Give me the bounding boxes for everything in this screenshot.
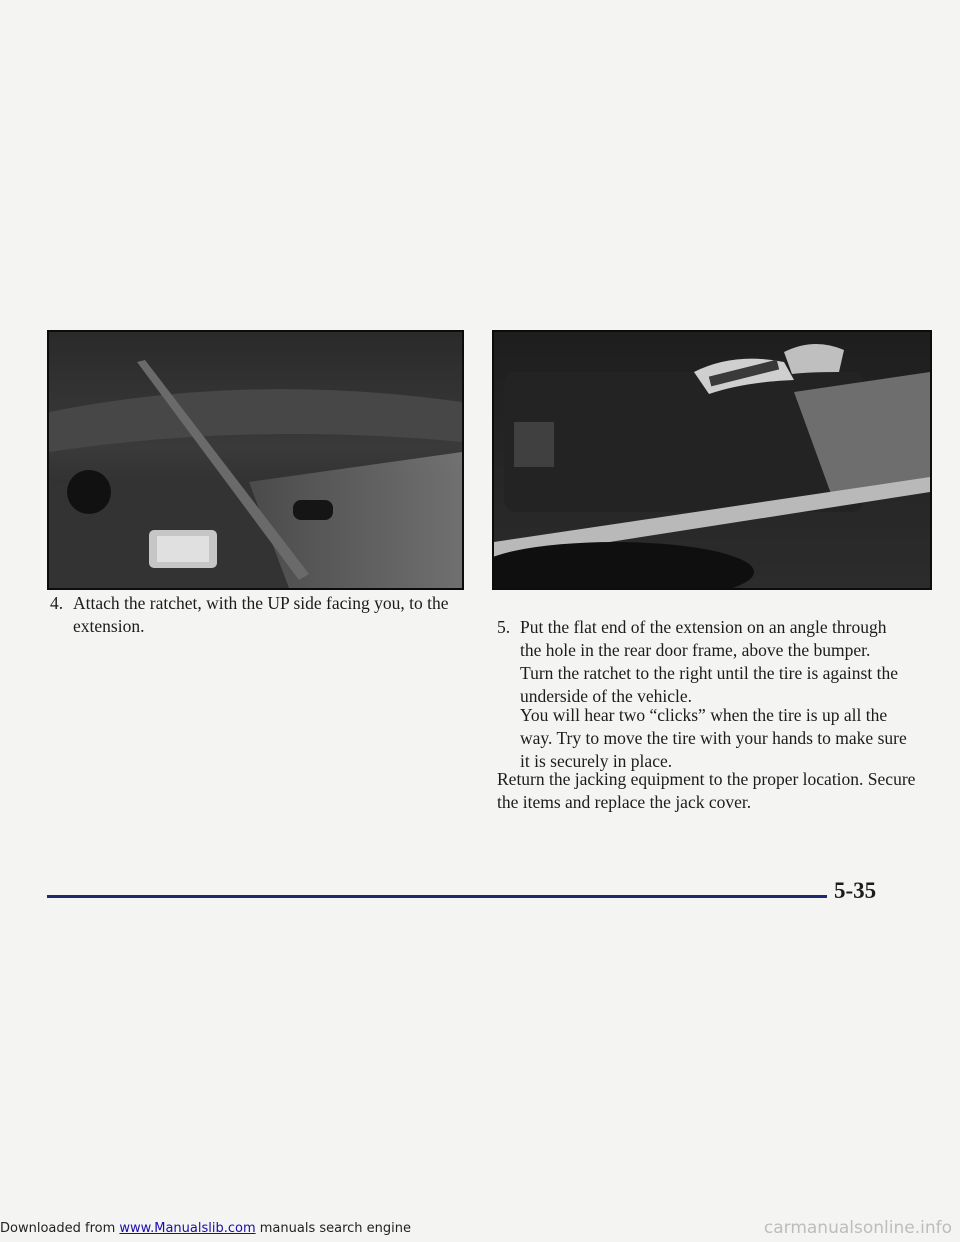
manualslib-link[interactable]: www.Manualslib.com	[119, 1221, 256, 1236]
page-number: 5-35	[834, 878, 877, 903]
closing-paragraph: Return the jacking equipment to the proper location. Secure the items and replace the jack cover.	[497, 769, 916, 812]
download-footer	[0, 1221, 411, 1236]
step-4-number: 4.	[50, 593, 64, 613]
step-5-number: 5.	[497, 617, 511, 637]
step-5-text: Put the flat end of the extension on an angle through the hole in the rear door frame, above the bumper. Turn the ratchet to the right until the tire is against the underside of the vehicle.	[520, 617, 898, 706]
step-4	[50, 592, 450, 638]
tire-photo-illustration	[494, 332, 930, 588]
step-5	[497, 616, 907, 708]
tire-raising-photo	[492, 330, 932, 590]
footer-prefix: Downloaded from	[0, 1221, 120, 1236]
ratchet-photo-illustration	[49, 332, 462, 588]
step-4-text: Attach the ratchet, with the UP side facing you, to the extension.	[73, 593, 449, 636]
footer-suffix: manuals search engine	[255, 1221, 412, 1236]
ratchet-attachment-photo	[47, 330, 464, 590]
watermark: carmanualsonline.info	[763, 1218, 952, 1238]
footer-rule	[47, 895, 827, 898]
step-5-note: You will hear two “clicks” when the tire is up all the way. Try to move the tire with your hands to make sure it is securely in place.	[520, 705, 907, 771]
